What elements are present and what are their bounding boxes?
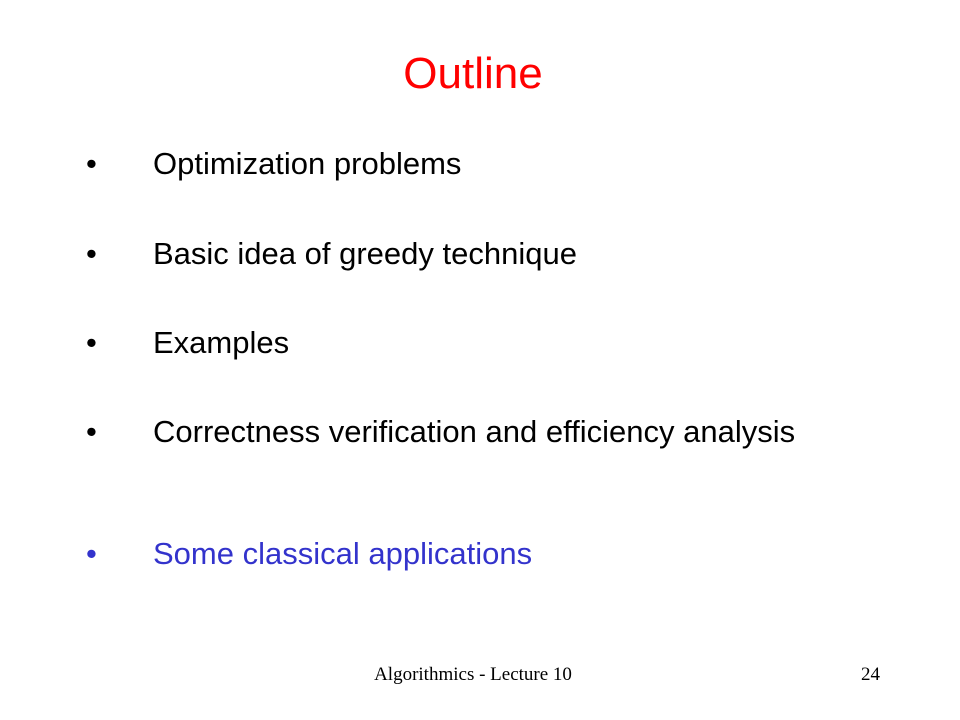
footer-title: Algorithmics - Lecture 10 bbox=[374, 664, 572, 685]
bullet-marker: • bbox=[86, 146, 97, 181]
slide-title: Outline bbox=[403, 49, 543, 98]
bullet-text: Examples bbox=[153, 325, 290, 360]
bullet-text: Optimization problems bbox=[153, 146, 462, 181]
bullet-marker: • bbox=[86, 536, 97, 571]
bullet-text: Some classical applications bbox=[153, 536, 533, 571]
bullet-marker: • bbox=[86, 414, 97, 449]
bullet-marker: • bbox=[86, 236, 97, 271]
bullet-text: Basic idea of greedy technique bbox=[153, 236, 577, 271]
bullet-text: Correctness verification and efficiency analysis bbox=[153, 414, 796, 449]
bullet-marker: • bbox=[86, 325, 97, 360]
page-number: 24 bbox=[861, 664, 880, 685]
